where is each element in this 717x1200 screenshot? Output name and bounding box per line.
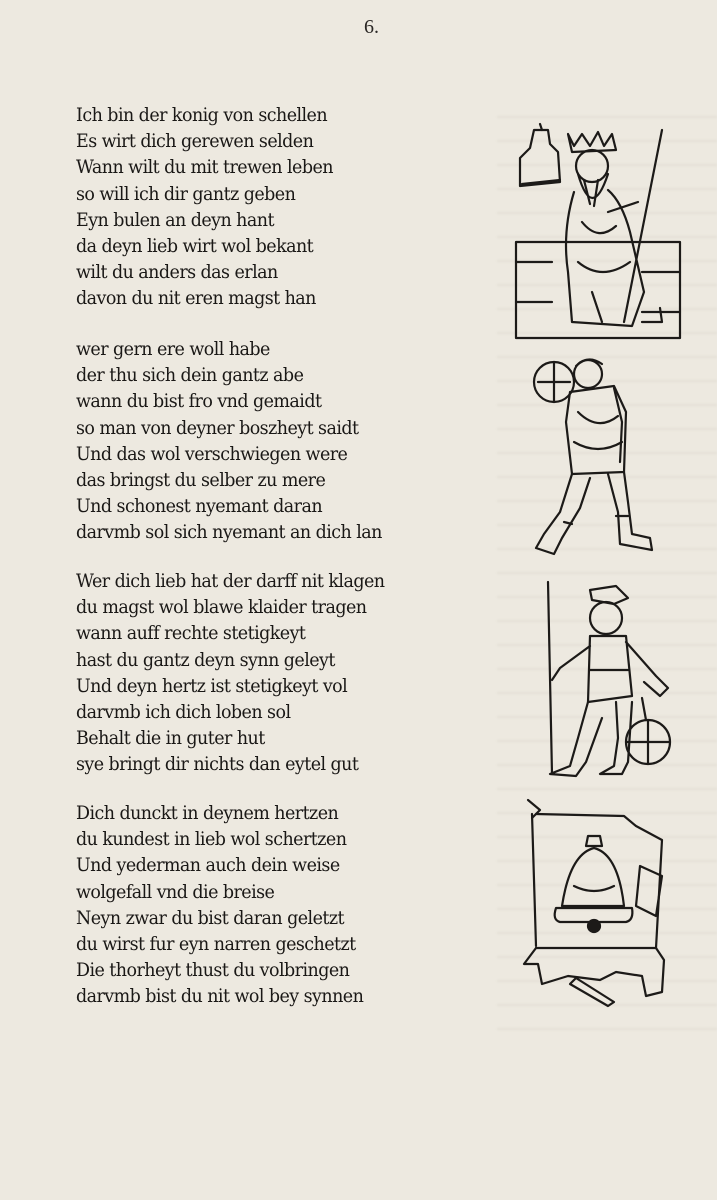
- verse-line: Wer dich lieb hat der darff nit klagen: [76, 570, 385, 592]
- verse-line: darvmb bist du nit wol bey synnen: [76, 985, 364, 1008]
- stanza-3: [76, 568, 456, 778]
- verse-line: Dich dunckt in deynem hertzen: [76, 802, 339, 824]
- verse-line: hast du gantz deyn synn geleyt: [76, 648, 335, 671]
- verse-line: der thu sich dein gantz abe: [76, 364, 304, 387]
- verse-line: Und das wol verschwiegen were: [76, 442, 348, 465]
- jester-with-staff-woodcut: [520, 578, 680, 784]
- verse-line: wann du bist fro vnd gemaidt: [76, 390, 322, 413]
- stanza-2: [76, 336, 456, 546]
- verse-line: darvmb sol sich nyemant an dich lan: [76, 521, 382, 544]
- verse-line: Neyn zwar du bist daran geletzt: [76, 906, 344, 929]
- verse-line: du kundest in lieb wol schertzen: [76, 828, 347, 851]
- verse-line: Wann wilt du mit trewen leben: [76, 156, 333, 179]
- verse-line: sye bringt dir nichts dan eytel gut: [76, 753, 359, 776]
- walking-fool-woodcut: [528, 352, 664, 562]
- king-woodcut: [512, 122, 684, 342]
- verse-line: darvmb ich dich loben sol: [76, 700, 291, 723]
- verse-line: wann auff rechte stetigkeyt: [76, 622, 306, 645]
- verse-line: so man von deyner boszheyt saidt: [76, 416, 359, 439]
- verse-line: du magst wol blawe klaider tragen: [76, 596, 367, 619]
- verse-line: Ich bin der konig von schellen: [76, 104, 328, 126]
- page-number: 6.: [364, 16, 379, 38]
- verse-line: Die thorheyt thust du volbringen: [76, 959, 350, 982]
- verse-line: das bringst du selber zu mere: [76, 468, 326, 491]
- verse-line: so will ich dir gantz geben: [76, 182, 296, 205]
- verse-line: du wirst fur eyn narren geschetzt: [76, 932, 356, 955]
- verse-line: davon du nit eren magst han: [76, 287, 316, 310]
- verse-line: wolgefall vnd die breise: [76, 880, 275, 903]
- banner-with-bell-woodcut: [516, 796, 668, 1010]
- verse-line: wilt du anders das erlan: [76, 261, 278, 284]
- verse-line: Es wirt dich gerewen selden: [76, 130, 314, 153]
- verse-line: wer gern ere woll habe: [76, 338, 270, 360]
- stanza-4: [76, 800, 456, 1010]
- verse-line: Eyn bulen an deyn hant: [76, 208, 274, 231]
- verse-line: Behalt die in guter hut: [76, 727, 265, 750]
- verse-line: Und yederman auch dein weise: [76, 854, 340, 877]
- stanza-1: [76, 102, 456, 312]
- verse-line: Und schonest nyemant daran: [76, 495, 323, 518]
- verse-line: da deyn lieb wirt wol bekant: [76, 234, 314, 257]
- verse-line: Und deyn hertz ist stetigkeyt vol: [76, 674, 348, 697]
